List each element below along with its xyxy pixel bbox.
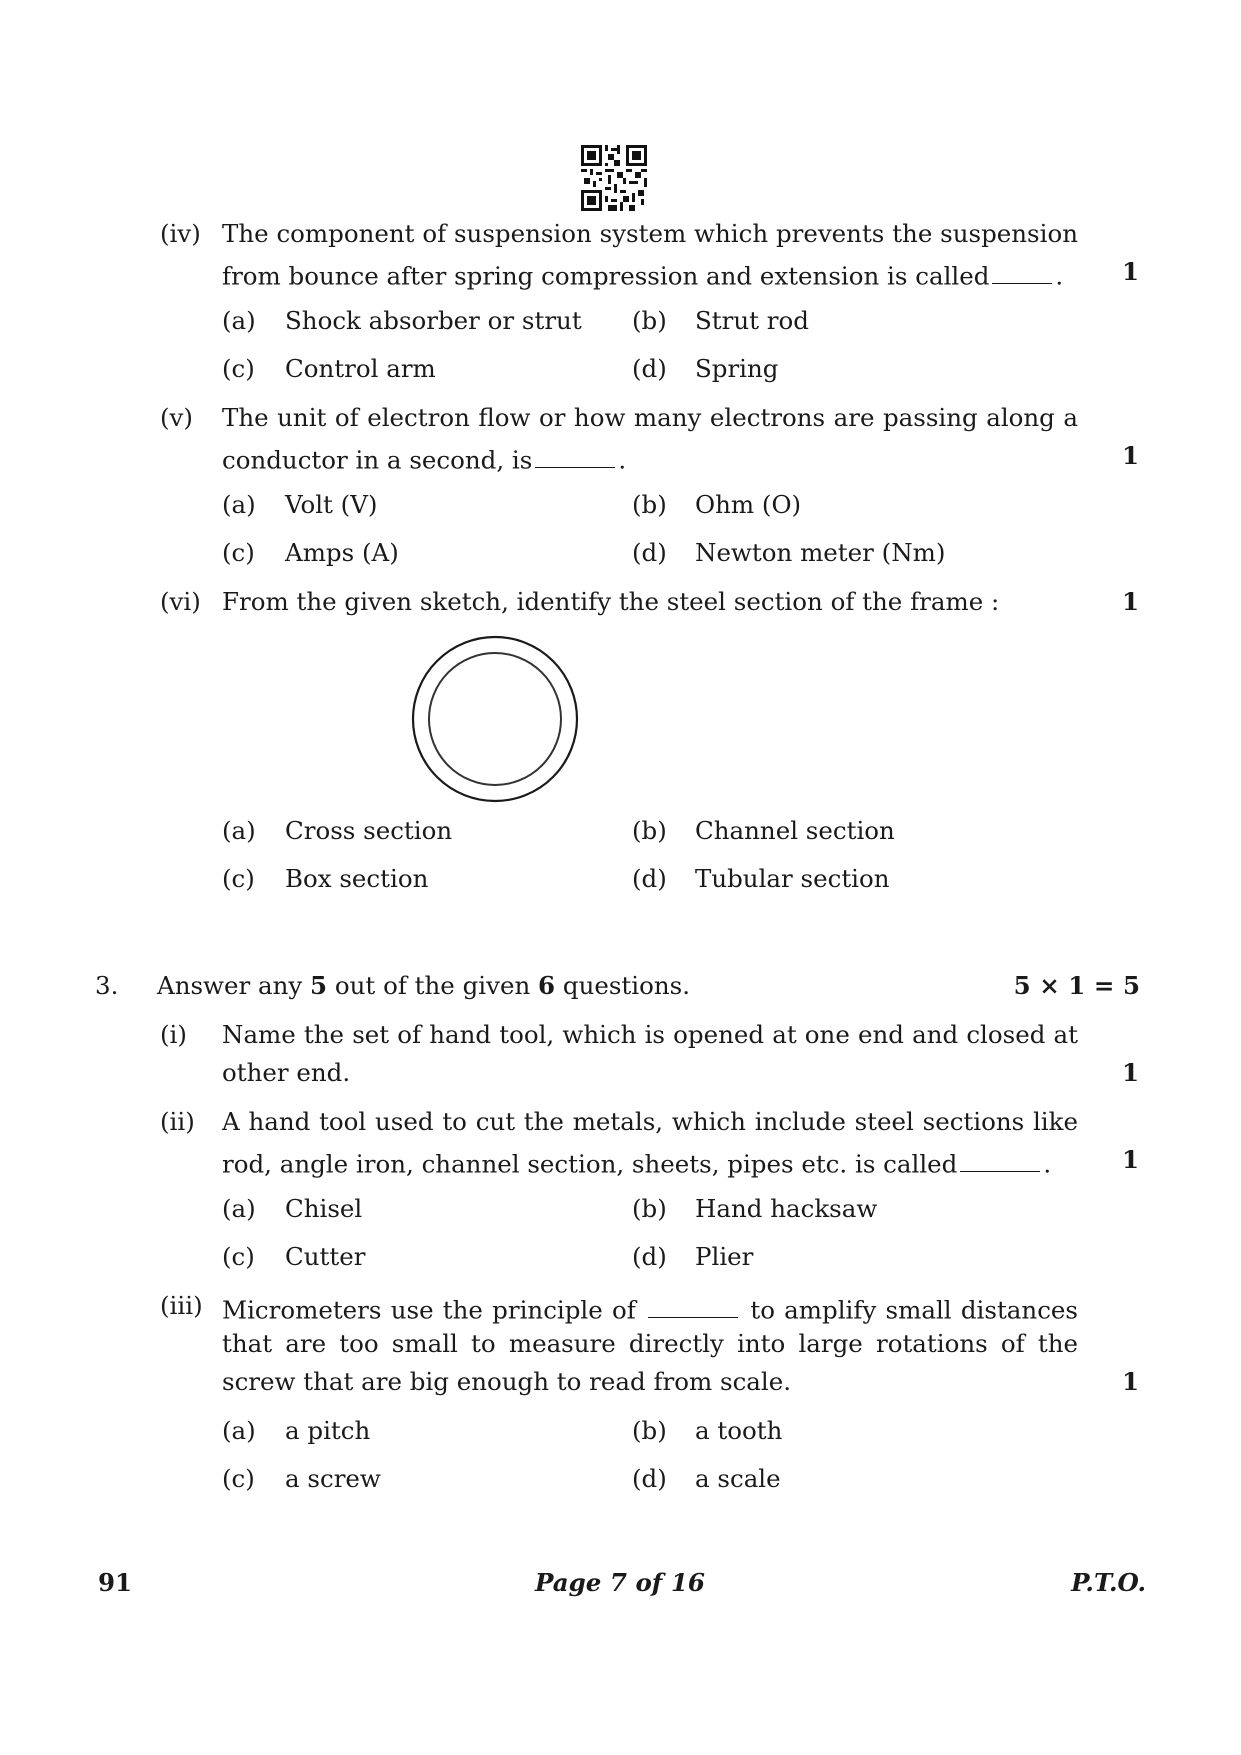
question-text-line: conductor in a second, is [222, 445, 533, 475]
question-text-line: from bounce after spring compression and extension is called [222, 261, 990, 291]
option-text: Volt (V) [285, 490, 378, 519]
question-text [222, 1148, 1051, 1177]
question-text [222, 1294, 1078, 1323]
intro-count: 5 [310, 971, 328, 1000]
option-text: Amps (A) [285, 538, 399, 567]
option-text: Channel section [695, 816, 895, 845]
answer-blank [648, 1294, 738, 1318]
option-text: Plier [695, 1242, 754, 1271]
option-label: (a) [222, 1416, 256, 1445]
option-text: a pitch [285, 1416, 371, 1445]
option-text: Hand hacksaw [695, 1194, 878, 1223]
marks: 1 [1122, 1145, 1140, 1174]
question-number: (ii) [160, 1107, 195, 1136]
question-text-line: to amplify small distances [750, 1295, 1078, 1325]
pto-label: P.T.O. [1071, 1568, 1146, 1597]
option-text: a scale [695, 1464, 781, 1493]
question-text-end: . [618, 445, 627, 475]
option-label: (d) [632, 354, 667, 383]
option-text: Spring [695, 354, 779, 383]
marks: 1 [1122, 441, 1140, 470]
option-text: Box section [285, 864, 429, 893]
tubular-section-sketch [410, 634, 580, 804]
option-label: (a) [222, 816, 256, 845]
question-number: (v) [160, 403, 193, 432]
option-text: Chisel [285, 1194, 363, 1223]
question-text: Name the set of hand tool, which is opened at one end and closed at [222, 1020, 1078, 1049]
question-number: 3. [95, 971, 119, 1000]
option-label: (b) [632, 1194, 667, 1223]
option-text: Cross section [285, 816, 453, 845]
question-number: (iii) [160, 1291, 203, 1320]
option-text: Shock absorber or strut [285, 306, 582, 335]
answer-blank [535, 444, 615, 468]
question-text-end: . [1043, 1149, 1052, 1179]
option-label: (d) [632, 538, 667, 567]
option-label: (b) [632, 490, 667, 519]
question-number: (vi) [160, 587, 201, 616]
question-text: The component of suspension system which prevents the suspension [222, 219, 1078, 248]
option-label: (c) [222, 864, 255, 893]
option-label: (c) [222, 1242, 255, 1271]
answer-blank [960, 1148, 1040, 1172]
question-text [222, 444, 626, 473]
option-text: Tubular section [695, 864, 890, 893]
question-text: that are too small to measure directly into large rotations of the [222, 1329, 1078, 1358]
question-text: other end. [222, 1058, 351, 1087]
option-label: (b) [632, 306, 667, 335]
question-text-end: . [1055, 261, 1064, 291]
option-label: (b) [632, 816, 667, 845]
question-number: (iv) [160, 219, 201, 248]
option-label: (d) [632, 1242, 667, 1271]
option-text: Ohm (O) [695, 490, 802, 519]
marks: 5 × 1 = 5 [1013, 971, 1140, 1000]
question-text: The unit of electron flow or how many electrons are passing along a [222, 403, 1078, 432]
question-number: (i) [160, 1020, 187, 1049]
option-text: Control arm [285, 354, 436, 383]
option-text: Cutter [285, 1242, 366, 1271]
question-intro [157, 971, 690, 1000]
option-label: (c) [222, 354, 255, 383]
intro-text: questions. [562, 971, 690, 1000]
intro-text: Answer any [157, 971, 303, 1000]
question-text-line: Micrometers use the principle of [222, 1295, 636, 1325]
question-text-line: rod, angle iron, channel section, sheets, pipes etc. is called [222, 1149, 958, 1179]
marks: 1 [1122, 587, 1140, 616]
intro-total: 6 [538, 971, 556, 1000]
option-text: Strut rod [695, 306, 809, 335]
question-text: screw that are big enough to read from scale. [222, 1367, 792, 1396]
question-text: A hand tool used to cut the metals, which include steel sections like [222, 1107, 1078, 1136]
option-label: (b) [632, 1416, 667, 1445]
option-label: (d) [632, 864, 667, 893]
page-number: Page 7 of 16 [535, 1568, 705, 1597]
option-label: (a) [222, 306, 256, 335]
question-text: From the given sketch, identify the steel section of the frame : [222, 587, 1000, 616]
option-text: a screw [285, 1464, 381, 1493]
marks: 1 [1122, 257, 1140, 286]
option-label: (a) [222, 1194, 256, 1223]
option-label: (d) [632, 1464, 667, 1493]
marks: 1 [1122, 1367, 1140, 1396]
paper-code: 91 [98, 1568, 133, 1597]
option-text: Newton meter (Nm) [695, 538, 946, 567]
option-text: a tooth [695, 1416, 783, 1445]
intro-text: out of the given [334, 971, 531, 1000]
question-text [222, 260, 1063, 289]
option-label: (a) [222, 490, 256, 519]
marks: 1 [1122, 1058, 1140, 1087]
option-label: (c) [222, 538, 255, 567]
option-label: (c) [222, 1464, 255, 1493]
answer-blank [992, 260, 1052, 284]
qr-code [581, 145, 647, 211]
